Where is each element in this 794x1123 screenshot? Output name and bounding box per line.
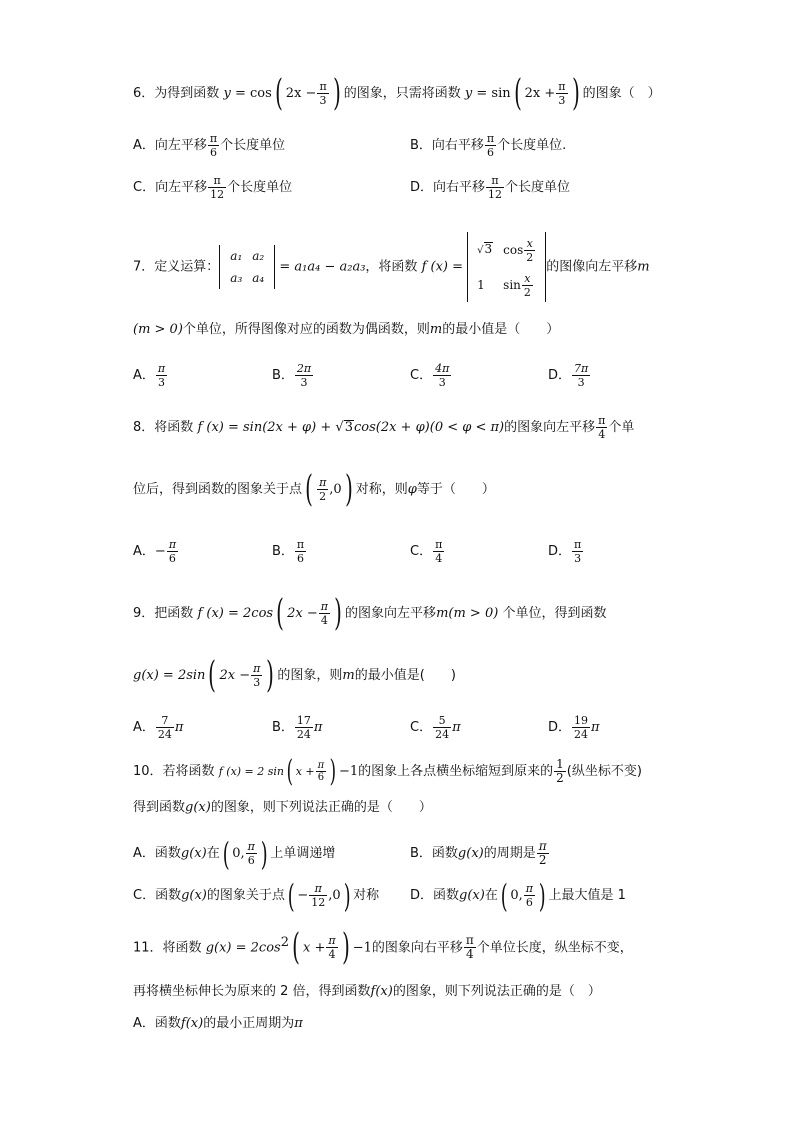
q9-a-label: A． (133, 720, 155, 735)
q9-g-num: π (253, 662, 261, 675)
q6-paren-r1: ) (332, 72, 341, 114)
q9-option-b[interactable] (272, 714, 322, 741)
q8-b-frac (295, 538, 306, 565)
q8-paren-r: ) (344, 468, 353, 510)
q10-a-in: 在 (206, 846, 220, 861)
q7-a1: a₁ (230, 249, 243, 263)
q9-paren-l2: ( (208, 654, 217, 696)
q10-c-den: 12 (311, 896, 326, 909)
q9-c-tail: π (452, 720, 461, 735)
q10-f-frac (316, 760, 327, 783)
q10-d-label: D．函数 (410, 888, 460, 903)
q8-a-den: 6 (168, 552, 176, 565)
q8-option-a[interactable] (133, 538, 179, 565)
q6-a-label: A．向左平移 (133, 138, 207, 153)
q11-g-sup: 2 (280, 935, 289, 950)
q6-f1-eq: = cos (234, 86, 272, 101)
q7-b-frac (295, 362, 313, 389)
q10-c-frac (309, 882, 327, 909)
q6-paren-l2: ( (513, 72, 522, 114)
q10-half-den: 2 (556, 771, 564, 785)
q6-d-tail: 个长度单位 (505, 180, 571, 195)
q10-d-paren-l: ( (500, 876, 508, 915)
q6-stem (133, 72, 661, 114)
q7-determinant: √3 cos $\frac{x}{2}$ 1 sin $\frac{x}{2}$ (467, 232, 546, 302)
q8-a-frac (167, 538, 178, 565)
q10-paren-r: ) (329, 753, 337, 789)
q11-line2-b: 的图象，则下列说法正确的是（ ） (392, 984, 601, 999)
q9-paren-l1: ( (276, 592, 284, 634)
q10-d-int: 0, (510, 888, 523, 903)
q10-number: 10． (133, 764, 163, 779)
q8-c-label: C． (410, 544, 433, 559)
q10-d-den: 6 (525, 896, 533, 909)
q9-a-frac (156, 714, 174, 741)
q7-det-num2: x (522, 272, 533, 286)
q6-c-tail: 个长度单位 (227, 180, 293, 195)
q7-suffix-var: m (637, 259, 650, 275)
q10-c-g: g(x) (181, 888, 207, 903)
q6-b-tail: 个长度单位. (497, 138, 567, 153)
q10-stem (133, 753, 642, 789)
q8-stem-line2 (133, 468, 495, 510)
q9-b-den: 24 (296, 728, 311, 741)
q6-b-num: π (486, 132, 495, 145)
q6-f2-lhs: y (464, 86, 473, 101)
q10-a-num: π (247, 840, 255, 853)
q8-c-frac (433, 538, 444, 565)
q6-d-label: D．向右平移 (410, 180, 486, 195)
q9-option-c[interactable] (410, 714, 461, 741)
q7-det-one: 1 (477, 278, 485, 292)
q8-paren-l: ( (305, 468, 313, 510)
q9-d-label: D． (548, 720, 572, 735)
q10-f-arg: x + (295, 765, 315, 778)
q7-det-frac2 (522, 272, 533, 299)
q6-d-frac (486, 174, 504, 201)
q9-b-label: B． (272, 720, 294, 735)
q10-b-den: 2 (538, 853, 547, 867)
q7-option-a[interactable] (133, 362, 168, 389)
q10-line2-a: 得到函数 (133, 800, 186, 815)
q10-a-g: g(x) (180, 846, 207, 861)
q10-a-paren-l: ( (222, 834, 230, 873)
q10-mid: 的图象上各点横坐标缩短到原来的 (358, 764, 554, 779)
q10-c-y: ,0 (328, 888, 341, 903)
q10-d-num: π (525, 882, 533, 895)
q10-half-num: 1 (556, 757, 564, 771)
q7-c-den: 3 (438, 376, 446, 389)
q9-a-tail: π (174, 720, 184, 735)
q10-a-paren-r: ) (260, 834, 268, 873)
q10-b-text: 的周期是 (483, 846, 536, 861)
q7-line2-end: 的最小值是（ ） (442, 322, 560, 337)
q7-c-frac (433, 362, 451, 389)
q7-d-den: 3 (577, 376, 585, 389)
q9-option-a[interactable] (133, 714, 183, 741)
q8-sqrt: 3 (344, 420, 353, 435)
q10-option-c[interactable] (133, 876, 380, 915)
q9-stem (133, 592, 607, 634)
q6-suffix: 的图象（ ） (582, 86, 661, 101)
q6-option-d[interactable] (410, 174, 570, 201)
q11-suffix: 个单位长度，纵坐标不变， (476, 940, 633, 956)
q6-option-a[interactable] (133, 132, 285, 159)
q6-f1-arg: 2x − (285, 86, 317, 101)
q6-paren-l1: ( (274, 72, 283, 114)
q6-f1-num: π (319, 80, 327, 93)
q6-c-label: C．向左平移 (133, 180, 208, 195)
q10-a-tail: 上单调递增 (270, 846, 336, 861)
q10-c-paren-r: ) (343, 876, 351, 915)
q11-g-den: 4 (328, 948, 336, 962)
q8-func: f (x) = sin(2x + φ) + (197, 420, 336, 435)
q9-b-frac (295, 714, 313, 741)
q6-paren-r2: ) (571, 72, 580, 114)
q7-number: 7． (133, 259, 155, 275)
q10-f-tail: −1 (338, 764, 359, 779)
q6-f1-lhs: y (223, 86, 231, 101)
q6-a-frac (208, 132, 219, 159)
q11-paren-l: ( (292, 926, 300, 968)
q6-f2-arg: 2x + (524, 86, 556, 101)
q8-d-den: 3 (574, 552, 582, 565)
q9-f-den: 4 (320, 614, 328, 627)
q8-a-num: π (168, 538, 177, 551)
q9-f-num: π (320, 600, 328, 613)
q6-option-b[interactable] (410, 132, 566, 159)
q6-option-c[interactable] (133, 174, 292, 201)
q7-det-sin: sin (503, 278, 521, 292)
q6-b-den: 6 (487, 146, 495, 159)
q7-det-num1: x (524, 237, 535, 251)
q9-prefix: 把函数 (154, 606, 194, 621)
q9-c-num: 5 (433, 714, 451, 728)
q11-g-frac (326, 934, 337, 961)
q7-a-label: A． (133, 368, 155, 383)
q8-number: 8． (133, 420, 155, 435)
q8-b-label: B． (272, 544, 294, 559)
q8-d-num: π (574, 538, 582, 551)
q9-c-den: 24 (435, 728, 450, 741)
q7-a2: a₂ (252, 249, 265, 263)
q6-c-num: π (208, 174, 226, 188)
q9-number: 9． (133, 606, 155, 621)
q9-g-den: 3 (253, 676, 261, 689)
q6-c-den: 12 (210, 188, 225, 201)
q7-line2-var: m (429, 322, 443, 337)
q8-line2-c: 等于（ ） (416, 482, 495, 497)
q8-a-sign: − (154, 544, 166, 559)
q6-prefix: 为得到函数 (154, 86, 220, 101)
q11-option-a[interactable] (133, 1014, 303, 1034)
q7-d-num: 7π (574, 362, 589, 375)
q8-line2-var: φ (407, 482, 417, 497)
q7-prefix: 定义运算： (154, 259, 220, 275)
q10-c-num: π (309, 882, 327, 896)
q9-d-num: 19 (574, 714, 589, 727)
q9-b-tail: π (313, 720, 323, 735)
q9-b-num: 17 (296, 714, 311, 727)
q6-d-den: 12 (488, 188, 503, 201)
q10-d-paren-r: ) (538, 876, 546, 915)
q10-a-frac (246, 840, 257, 867)
q9-f-arg: 2x − (287, 606, 318, 621)
q7-option-d[interactable] (548, 362, 591, 389)
q8-option-d[interactable] (548, 538, 584, 565)
q10-c-text: 的图象关于点 (206, 888, 285, 903)
q8-a-label: A． (133, 544, 155, 559)
q10-half-frac (554, 758, 566, 785)
q8-c-den: 4 (435, 552, 443, 565)
q7-a-den: 3 (158, 376, 166, 389)
q9-a-num: 7 (156, 714, 174, 728)
q8-pt-num: π (319, 476, 327, 489)
q11-paren-r: ) (341, 926, 350, 968)
q7-b-num: 2π (296, 362, 312, 375)
q10-option-a[interactable] (133, 834, 336, 873)
q6-a-num: π (209, 132, 218, 145)
q10-suffix: (纵坐标不变) (566, 764, 642, 779)
q9-mid: 的图象向左平移 (345, 606, 437, 621)
q11-shift-num: π (465, 933, 474, 948)
q8-shift-frac (596, 414, 607, 441)
q11-number: 11． (133, 940, 163, 956)
q9-stem-line2 (133, 654, 456, 696)
q8-pt-den: 2 (319, 490, 327, 503)
q7-a-frac (156, 362, 167, 389)
q11-g-eq: g(x) = 2cos (205, 940, 281, 956)
q10-d-in: 在 (484, 888, 498, 903)
q10-d-frac (524, 882, 535, 909)
q8-line2-b: 对称，则 (355, 482, 408, 497)
q10-a-label: A．函数 (133, 846, 181, 861)
q8-prefix: 将函数 (154, 420, 194, 435)
q7-det-den2: 2 (523, 286, 531, 299)
q6-f1-den: 3 (319, 94, 327, 107)
q11-a-text: 的最小正周期为 (203, 1016, 295, 1031)
q7-matrix-def (219, 245, 275, 289)
q7-det-cos: cos (503, 243, 524, 257)
q11-mid: 的图象向右平移 (371, 940, 463, 956)
q9-c-label: C． (410, 720, 433, 735)
q9-c-frac (433, 714, 451, 741)
q7-option-b[interactable] (272, 362, 314, 389)
q11-g-arg: x + (303, 940, 326, 956)
q8-pt-frac (317, 476, 328, 503)
q10-a-den: 6 (247, 854, 255, 867)
q7-b-den: 3 (300, 376, 308, 389)
q7-option-c[interactable] (410, 362, 452, 389)
q10-a-int: 0, (232, 846, 245, 861)
q9-suffix: 个单位，得到函数 (502, 606, 607, 621)
q10-d-g: g(x) (459, 888, 485, 903)
q9-d-den: 24 (574, 728, 589, 741)
q11-line2-a: 再将横坐标伸长为原来的 2 倍，得到函数 (133, 984, 371, 999)
q6-d-num: π (486, 174, 504, 188)
q10-f-eq: f (x) = 2 sin (218, 765, 285, 778)
q10-stem-line2 (133, 798, 432, 818)
q10-prefix: 若将函数 (162, 764, 215, 779)
q10-b-frac (537, 840, 549, 867)
q10-b-num: π (538, 839, 547, 853)
q11-a-f: f(x) (180, 1016, 204, 1031)
q11-g-num: π (328, 934, 336, 948)
q9-d-tail: π (591, 720, 600, 735)
q8-b-num: π (296, 538, 305, 551)
q7-c-label: C． (410, 368, 433, 383)
q10-line2-g: g(x) (185, 800, 211, 815)
q7-a4: a₄ (252, 271, 265, 285)
q6-c-frac (208, 174, 226, 201)
q11-shift-frac (464, 934, 476, 961)
q11-prefix: 将函数 (162, 940, 202, 956)
q7-f-lhs: f (x) = (421, 259, 464, 275)
q11-stem (133, 926, 633, 968)
q7-c-num: 4π (435, 362, 450, 375)
q6-f2-den: 3 (558, 94, 566, 107)
q9-a-den: 24 (157, 728, 172, 741)
q9-g-arg: 2x − (219, 668, 251, 683)
q9-line2-var: m (342, 668, 355, 683)
q9-d-frac (572, 714, 590, 741)
q9-g-eq: g(x) = 2sin (133, 668, 206, 683)
q10-c-paren-l: ( (287, 876, 295, 915)
q8-option-b[interactable] (272, 538, 307, 565)
q11-line2-f: f(x) (370, 984, 393, 999)
q8-func2: cos(2x + φ)(0 < φ < π) (353, 420, 505, 435)
q6-b-label: B．向右平移 (410, 138, 484, 153)
q10-option-b[interactable] (410, 840, 550, 867)
q8-shift-den: 4 (598, 428, 606, 441)
q6-a-den: 6 (210, 146, 218, 159)
q9-f-frac (319, 600, 330, 627)
q6-f2-eq: = sin (476, 86, 511, 101)
q9-paren-r1: ) (334, 592, 342, 634)
q10-b-label: B．函数 (410, 846, 458, 861)
q8-d-frac (572, 538, 583, 565)
q10-f-num: π (317, 760, 325, 771)
q8-b-den: 6 (297, 552, 305, 565)
q8-stem: 8．将函数 f (x) = sin(2x + φ) + √3cos(2x + φ)(0 < φ < π)的图象向左平移 $\frac{\pi}{4}$ 个单 (133, 414, 635, 441)
q6-a-tail: 个长度单位 (220, 138, 286, 153)
q7-a3: a₃ (230, 271, 243, 285)
q11-a-label: A．函数 (133, 1016, 181, 1031)
q7-b-label: B． (272, 368, 294, 383)
q6-b-frac (485, 132, 496, 159)
q10-line2-b: 的图象，则下列说法正确的是（ ） (210, 800, 432, 815)
q7-suffix: 的图像向左平移 (546, 259, 638, 275)
q10-d-tail: 上最大值是 1 (548, 888, 626, 903)
q6-f1-frac (317, 80, 328, 107)
q9-paren-r2: ) (266, 654, 275, 696)
q10-c-sign: − (297, 888, 309, 903)
q7-mat-result: = a₁a₄ − a₂a₃ (279, 259, 366, 275)
q7-mid: ，将函数 (365, 259, 418, 275)
q7-line2-text: 个单位，所得图像对应的函数为偶函数，则 (182, 322, 430, 337)
q10-c-label: C．函数 (133, 888, 182, 903)
q7-a-num: π (157, 362, 166, 375)
q7-cond: (m > 0) (133, 322, 183, 337)
q7-det-frac1 (524, 237, 535, 264)
q8-suffix: 个单 (608, 420, 635, 435)
q10-option-d[interactable] (410, 876, 626, 915)
q7-stem-line2 (133, 320, 559, 340)
q7-d-label: D． (548, 368, 572, 383)
q8-c-num: π (435, 538, 443, 551)
q9-option-d[interactable] (548, 714, 600, 741)
q11-a-pi: π (294, 1016, 303, 1031)
q9-line2-b: 的最小值是( ) (354, 668, 456, 683)
q11-stem-line2 (133, 982, 601, 1002)
q6-mid: 的图象，只需将函数 (343, 86, 461, 101)
q9-f-eq: f (x) = 2cos (197, 606, 274, 621)
q8-option-c[interactable] (410, 538, 445, 565)
q9-line2-a: 的图象，则 (277, 668, 343, 683)
q11-shift-den: 4 (466, 947, 474, 962)
q8-mid: 的图象向左平移 (504, 420, 596, 435)
q6-f2-frac (556, 80, 567, 107)
q8-pt-y: ,0 (329, 482, 342, 497)
q9-g-frac (251, 662, 262, 689)
q7-d-frac (572, 362, 590, 389)
q10-f-den: 6 (317, 772, 325, 783)
q8-line2-a: 位后，得到函数的图象关于点 (133, 482, 303, 497)
q7-stem (133, 232, 650, 302)
q9-mid-var: m(m > 0) (436, 606, 499, 621)
q10-paren-l: ( (286, 753, 294, 789)
q8-d-label: D． (548, 544, 572, 559)
q6-f2-num: π (558, 80, 566, 93)
q7-det-den1: 2 (526, 251, 534, 264)
q6-number: 6． (133, 86, 155, 101)
q10-c-tail: 对称 (353, 888, 380, 903)
q8-shift-num: π (598, 414, 606, 427)
q11-g-tail: −1 (352, 940, 372, 956)
q10-b-g: g(x) (457, 846, 484, 861)
q7-det-sqrt3: 3 (484, 242, 493, 256)
